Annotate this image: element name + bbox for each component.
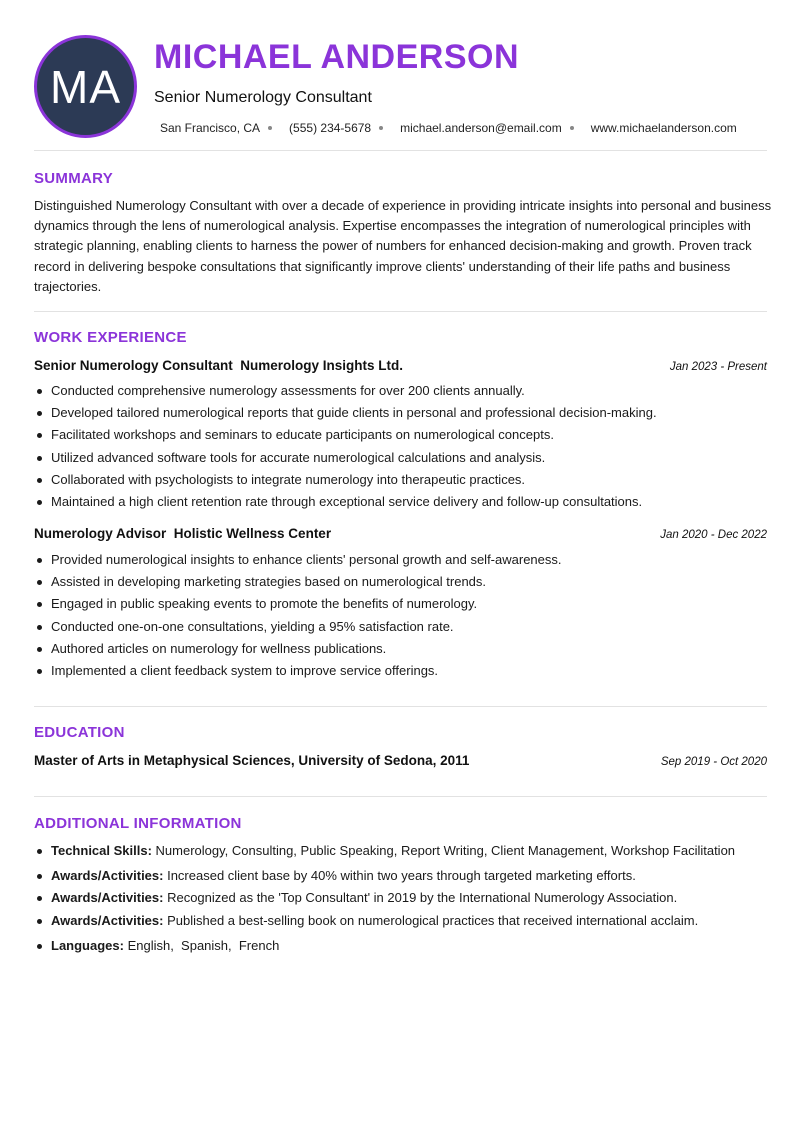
contact-email[interactable]: michael.anderson@email.com [400,121,562,135]
item-text: Published a best-selling book on numerological practices that received international acclaim. [163,912,699,928]
item-label: Awards/Activities: [51,867,164,883]
list-item [34,935,774,958]
item-text: English, Spanish, French [123,938,280,953]
list-item: Authored articles on numerology for wellness publications. [34,638,774,660]
item-label: Technical Skills: [51,843,152,858]
candidate-name: MICHAEL ANDERSON [154,38,520,76]
contact-location: San Francisco, CA [160,121,261,135]
job-header [34,526,767,541]
job-bullets [34,380,774,513]
experience-heading: WORK EXPERIENCE [34,329,187,346]
list-item [34,910,774,933]
list-item: Maintained a high client retention rate through exceptional service delivery and follow-up consultations. [34,491,774,513]
job-date: Jan 2023 - Present [669,361,767,373]
avatar-initials: MA [50,60,121,113]
list-item: Assisted in developing marketing strategies based on numerological trends. [34,571,774,593]
divider [34,311,767,312]
divider [34,796,767,797]
list-item: Utilized advanced software tools for accurate numerological calculations and analysis. [34,447,774,469]
job-header [34,358,767,373]
separator-dot [268,126,272,130]
list-item [34,887,774,910]
avatar [34,35,137,138]
list-item [34,840,774,863]
separator-dot [570,126,574,130]
list-item: Collaborated with psychologists to integrate numerology into therapeutic practices. [34,469,774,491]
job-title: Senior Numerology Consultant Numerology Insights Ltd. [34,358,404,373]
item-text: Recognized as the 'Top Consultant' in 2019 by the International Numerology Association. [163,890,678,905]
item-label: Awards/Activities: [51,890,164,905]
job-date: Jan 2020 - Dec 2022 [660,529,767,541]
job-title: Numerology Advisor Holistic Wellness Center [34,526,332,541]
separator-dot [379,126,383,130]
job-title-headline: Senior Numerology Consultant [154,89,372,106]
degree: Master of Arts in Metaphysical Sciences, University of Sedona, 2011 [34,753,470,768]
list-item: Engaged in public speaking events to promote the benefits of numerology. [34,593,774,615]
education-date: Sep 2019 - Oct 2020 [660,756,767,768]
additional-heading: ADDITIONAL INFORMATION [34,815,242,832]
list-item: Facilitated workshops and seminars to educate participants on numerological concepts. [34,424,774,446]
education-heading: EDUCATION [34,724,125,741]
list-item: Conducted one-on-one consultations, yielding a 95% satisfaction rate. [34,616,774,638]
list-item [34,865,774,888]
item-label: Languages: [51,938,124,953]
job-bullets [34,549,774,682]
education-entry [34,753,767,768]
summary-heading: SUMMARY [34,170,114,187]
contact-website[interactable]: www.michaelanderson.com [590,121,737,135]
list-item: Implemented a client feedback system to improve service offerings. [34,660,774,682]
list-item: Developed tailored numerological reports that guide clients in personal and professional decision-making. [34,402,774,424]
list-item: Conducted comprehensive numerology assessments for over 200 clients annually. [34,380,774,402]
item-text: Increased client base by 40% within two years through targeted marketing efforts. [163,867,636,883]
list-item: Provided numerological insights to enhance clients' personal growth and self-awareness. [34,549,774,571]
item-label: Awards/Activities: [51,912,164,928]
additional-list [34,840,774,958]
contact-bar [160,121,737,135]
summary-text: Distinguished Numerology Consultant with over a decade of experience in providing intricate insights into personal and business dynamics through the lens of numerological analysis. Expertise encompasses the integration of numerological principles with strategic planning, enabling clients to harness the power of numbers for enhanced decision-making and growth. Proven track record in delivering bespoke consultations that significantly improve clients' understanding of their life paths and business trajectories. [34,198,772,294]
divider [34,150,767,151]
divider [34,706,767,707]
contact-phone: (555) 234-5678 [289,121,372,135]
item-text: Numerology, Consulting, Public Speaking, Report Writing, Client Management, Workshop Facilitation [151,843,736,858]
